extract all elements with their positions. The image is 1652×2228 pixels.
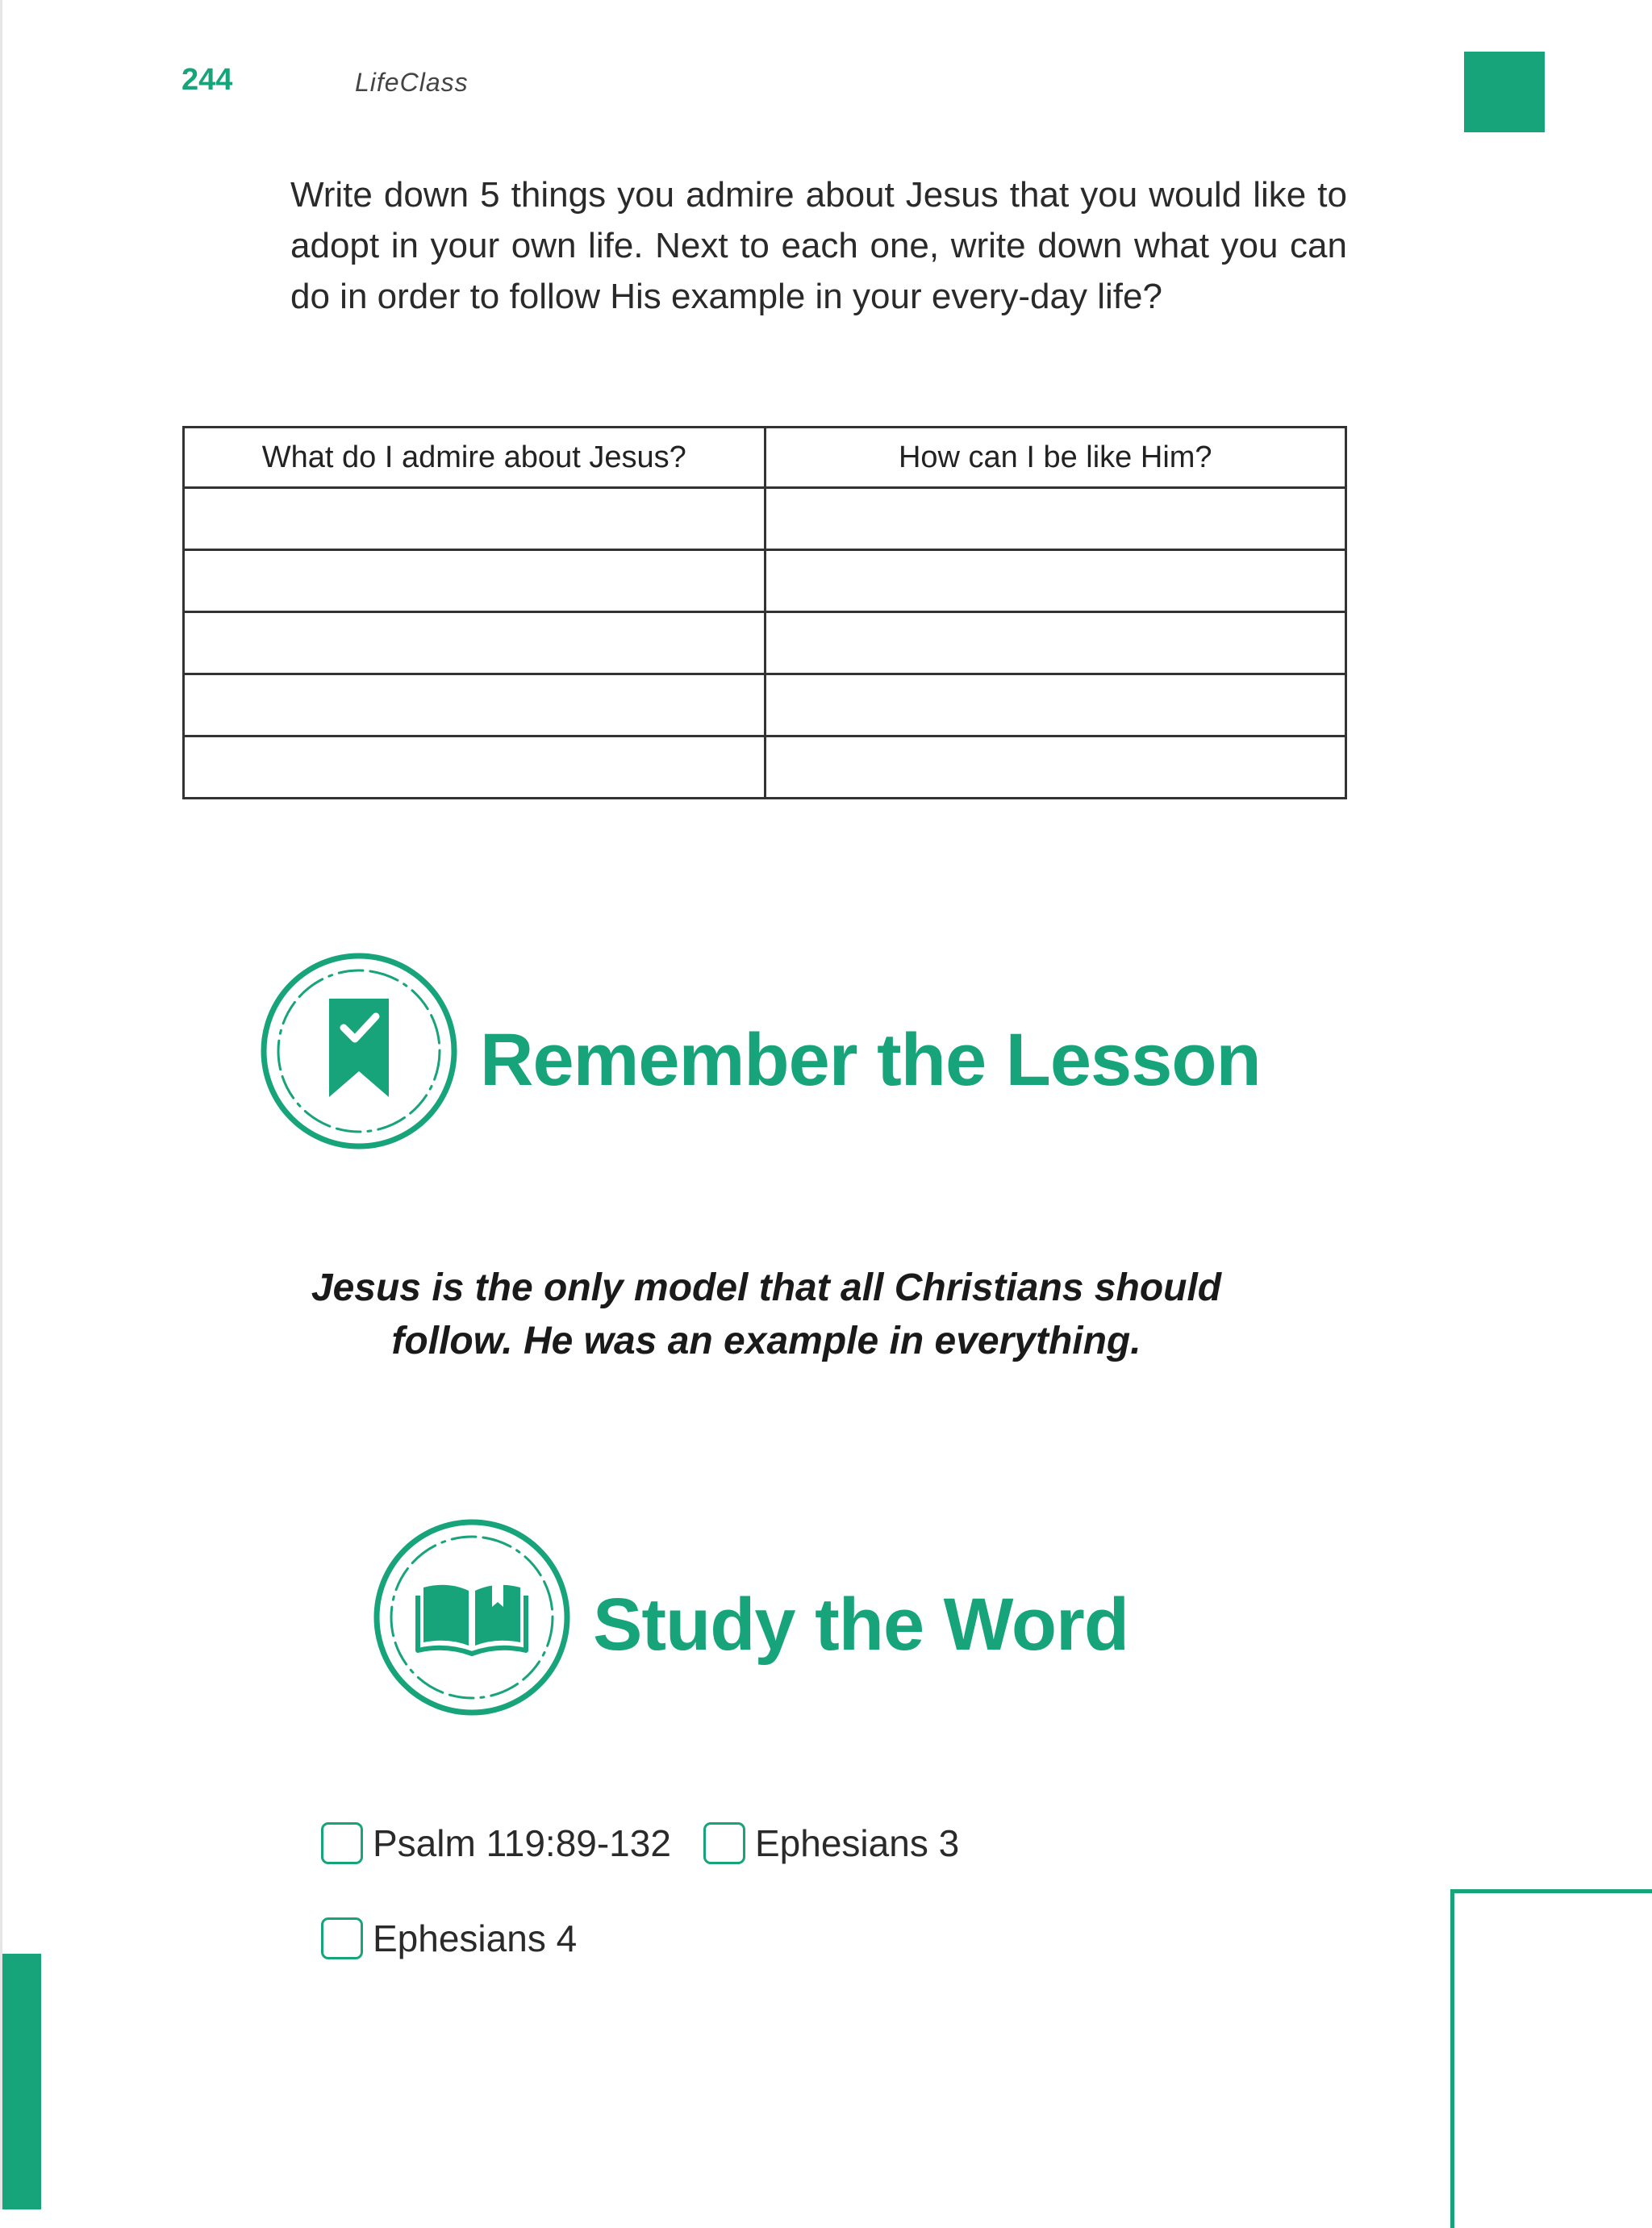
memory-verse <box>242 1262 1291 1368</box>
reading-checkbox[interactable] <box>321 1917 363 1959</box>
table-cell-like-him[interactable] <box>765 550 1346 612</box>
table-cell-admire[interactable] <box>184 612 766 674</box>
corner-frame <box>1450 1889 1652 2228</box>
table-header-admire: What do I admire about Jesus? <box>184 428 766 488</box>
reading-label: Ephesians 3 <box>755 1822 960 1864</box>
table-cell-admire[interactable] <box>184 736 766 799</box>
reading-checkbox[interactable] <box>703 1822 745 1864</box>
study-word-title: Study the Word <box>593 1583 1129 1666</box>
table-row <box>184 550 1346 612</box>
running-head: LifeClass <box>355 68 469 97</box>
table-cell-admire[interactable] <box>184 674 766 736</box>
memory-verse-line-1: Jesus is the only model that all Christians should <box>311 1266 1222 1309</box>
table-cell-like-him[interactable] <box>765 674 1346 736</box>
table-row <box>184 612 1346 674</box>
table-cell-like-him[interactable] <box>765 736 1346 799</box>
reading-item[interactable] <box>321 1917 577 1960</box>
table-header-row <box>184 428 1346 488</box>
table-header-like-him: How can I be like Him? <box>765 428 1346 488</box>
reading-label: Psalm 119:89-132 <box>373 1822 671 1864</box>
page-edge <box>0 0 2 2209</box>
memory-verse-line-2: follow. He was an example in everything. <box>391 1320 1141 1362</box>
page-number: 244 <box>181 63 233 97</box>
reading-item[interactable] <box>321 1821 671 1865</box>
reading-item[interactable] <box>703 1821 959 1865</box>
reading-label: Ephesians 4 <box>373 1917 578 1959</box>
left-accent-bar <box>2 1954 41 2209</box>
intro-instructions: Write down 5 things you admire about Jesus that you would like to adopt in your own life. Next to each one, write down what you can do in order to follow His example in your every-day life? <box>290 175 1347 316</box>
reading-checkbox[interactable] <box>321 1822 363 1864</box>
open-book-icon <box>371 1517 573 1718</box>
table-row <box>184 674 1346 736</box>
table-cell-admire[interactable] <box>184 550 766 612</box>
remember-lesson-title: Remember the Lesson <box>480 1019 1261 1101</box>
corner-tab <box>1464 52 1545 132</box>
bookmark-check-icon <box>258 950 460 1152</box>
table-cell-like-him[interactable] <box>765 488 1346 550</box>
admire-table <box>182 426 1347 799</box>
table-cell-like-him[interactable] <box>765 612 1346 674</box>
table-cell-admire[interactable] <box>184 488 766 550</box>
table-row <box>184 488 1346 550</box>
table-row <box>184 736 1346 799</box>
